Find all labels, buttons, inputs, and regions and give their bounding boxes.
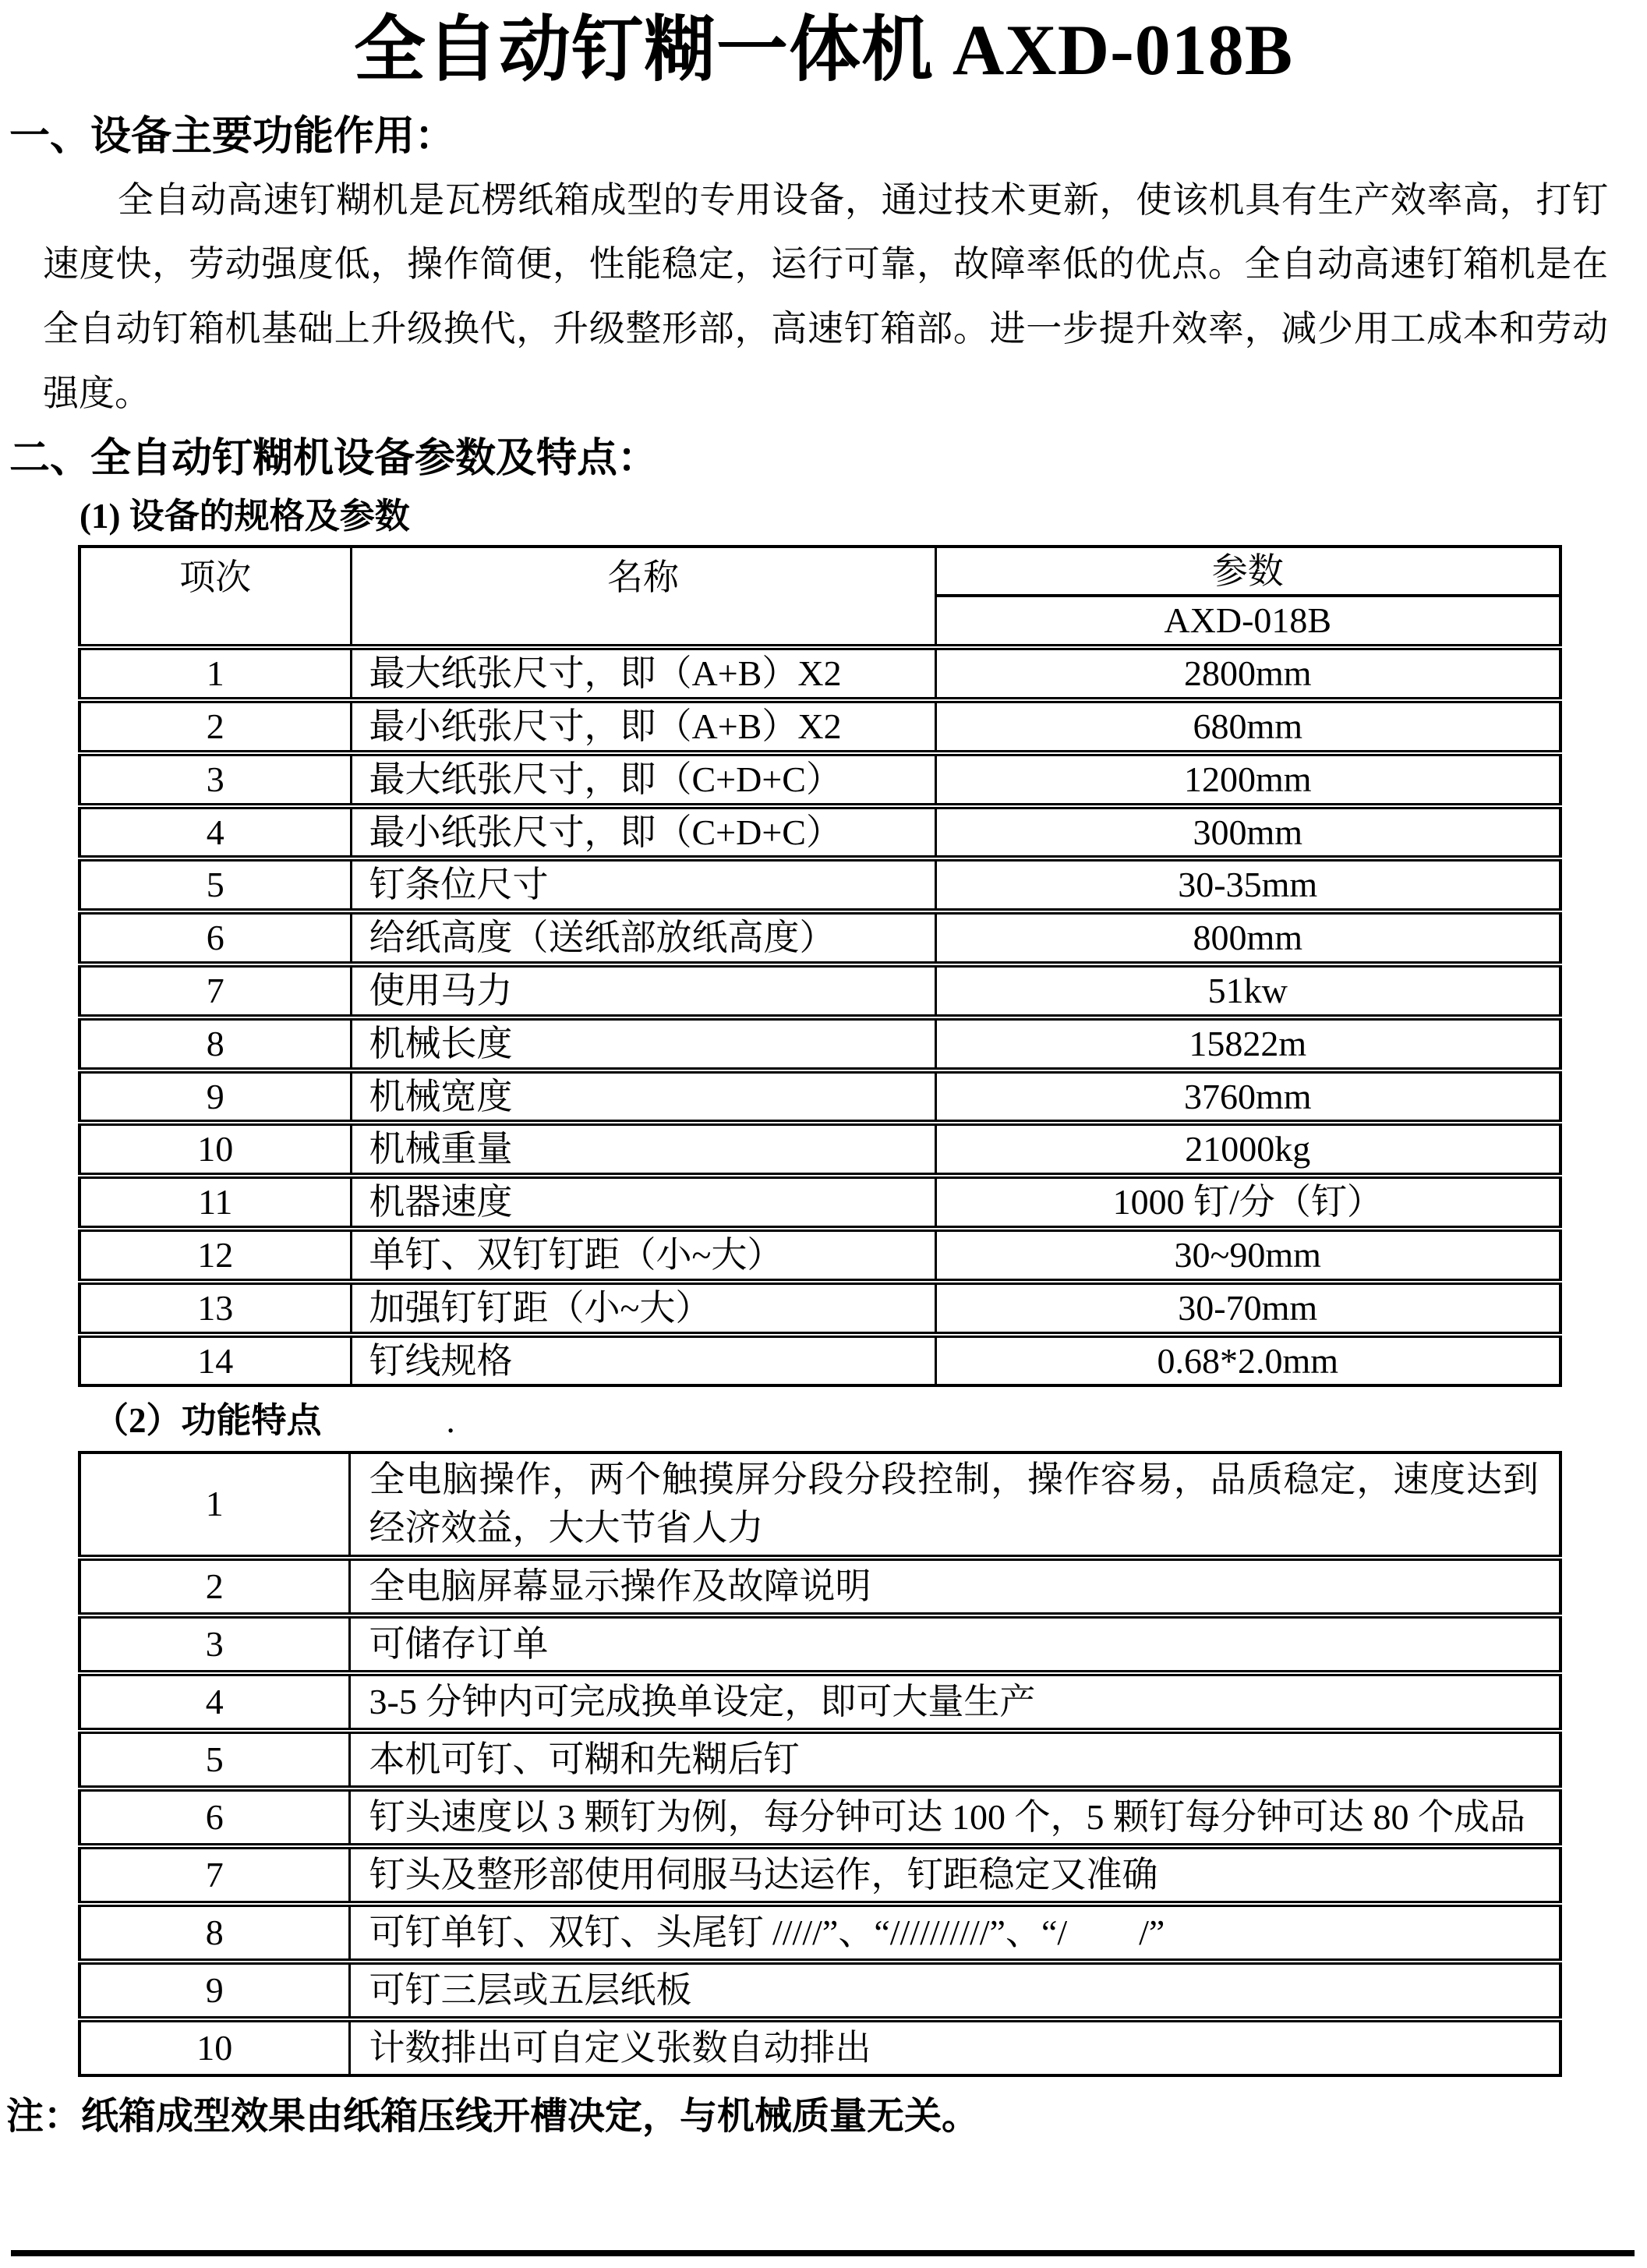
feature-subheading-text: （2）功能特点 bbox=[94, 1401, 322, 1441]
spec-table-row bbox=[80, 1123, 1560, 1176]
spec-row-name: 机器速度 bbox=[351, 1176, 935, 1229]
spec-row-value: 1200mm bbox=[935, 753, 1560, 806]
spec-table-row bbox=[80, 700, 1560, 753]
spec-table-row bbox=[80, 1070, 1560, 1123]
spec-col-header-name: 名称 bbox=[351, 547, 935, 648]
feature-table-row bbox=[80, 1789, 1560, 1846]
spec-row-value: 30~90mm bbox=[935, 1229, 1560, 1282]
feature-row-description: 3-5 分钟内可完成换单设定，即可大量生产 bbox=[349, 1673, 1560, 1731]
spec-row-number: 11 bbox=[80, 1176, 351, 1229]
feature-table-row bbox=[80, 2019, 1560, 2075]
section1-heading: 一、设备主要功能作用： bbox=[9, 114, 456, 159]
spec-row-value: 800mm bbox=[935, 911, 1560, 964]
spec-row-value: 21000kg bbox=[935, 1123, 1560, 1176]
spec-row-value: 30-35mm bbox=[935, 858, 1560, 911]
feature-row-description: 钉头及整形部使用伺服马达运作，钉距稳定又准确 bbox=[349, 1846, 1560, 1904]
page-title: 全自动钉糊一体机 AXD-018B bbox=[353, 10, 1294, 90]
section1-paragraph: 全自动高速钉糊机是瓦楞纸箱成型的专用设备，通过技术更新，使该机具有生产效率高，打钉速度快，劳动强度低，操作简便，性能稳定，运行可靠，故障率低的优点。全自动高速钉箱机是在全自动钉箱机基础上升级换代，升级整形部，高速钉箱部。进一步提升效率，减少用工成本和劳动强度。 bbox=[43, 179, 1608, 413]
spec-col-header-item: 项次 bbox=[80, 547, 351, 648]
spec-header-row bbox=[80, 547, 1560, 596]
feature-row-number: 3 bbox=[80, 1615, 349, 1673]
spec-row-name: 最大纸张尺寸，即（C+D+C） bbox=[351, 753, 935, 806]
spec-table-row bbox=[80, 753, 1560, 806]
feature-table bbox=[78, 1451, 1562, 2077]
spec-row-number: 4 bbox=[80, 806, 351, 859]
spec-row-number: 13 bbox=[80, 1282, 351, 1335]
spec-row-number: 10 bbox=[80, 1123, 351, 1176]
spec-row-name: 钉线规格 bbox=[351, 1335, 935, 1386]
spec-col-header-param: 参数 bbox=[935, 547, 1560, 596]
feature-table-row bbox=[80, 1731, 1560, 1789]
spec-row-number: 1 bbox=[80, 647, 351, 700]
spec-row-number: 14 bbox=[80, 1335, 351, 1386]
feature-table-subheading bbox=[94, 1399, 1647, 1442]
spec-row-name: 加强钉钉距（小~大） bbox=[351, 1282, 935, 1335]
feature-row-description: 钉头速度以 3 颗钉为例，每分钟可达 100 个，5 颗钉每分钟可达 80 个成品 bbox=[349, 1789, 1560, 1846]
spec-row-name: 最小纸张尺寸，即（A+B）X2 bbox=[351, 700, 935, 753]
feature-row-description: 计数排出可自定义张数自动排出 bbox=[349, 2019, 1560, 2075]
footnote: 注：纸箱成型效果由纸箱压线开槽决定，与机械质量无关。 bbox=[6, 2096, 980, 2138]
spec-table-row bbox=[80, 964, 1560, 1017]
feature-table-row bbox=[80, 1962, 1560, 2019]
spec-row-name: 机械宽度 bbox=[351, 1070, 935, 1123]
spec-table-subheading: (1) 设备的规格及参数 bbox=[80, 496, 410, 536]
spec-table bbox=[78, 545, 1562, 1388]
footer-divider bbox=[11, 2250, 1635, 2256]
spec-table-row bbox=[80, 1282, 1560, 1335]
spec-row-value: 3760mm bbox=[935, 1070, 1560, 1123]
spec-row-number: 8 bbox=[80, 1017, 351, 1070]
spec-row-name: 使用马力 bbox=[351, 964, 935, 1017]
spec-row-value: 680mm bbox=[935, 700, 1560, 753]
feature-table-row bbox=[80, 1615, 1560, 1673]
spec-row-name: 钉条位尺寸 bbox=[351, 858, 935, 911]
feature-row-number: 5 bbox=[80, 1731, 349, 1789]
spec-row-number: 3 bbox=[80, 753, 351, 806]
feature-row-number: 9 bbox=[80, 1962, 349, 2019]
feature-table-row bbox=[80, 1846, 1560, 1904]
feature-table-row bbox=[80, 1673, 1560, 1731]
feature-row-number: 10 bbox=[80, 2019, 349, 2075]
feature-row-description: 全电脑屏幕显示操作及故障说明 bbox=[349, 1558, 1560, 1615]
spec-model-value: AXD-018B bbox=[935, 596, 1560, 647]
spec-row-value: 300mm bbox=[935, 806, 1560, 859]
spec-table-row bbox=[80, 647, 1560, 700]
feature-row-description: 全电脑操作，两个触摸屏分段分段控制，操作容易，品质稳定，速度达到经济效益，大大节省人力 bbox=[349, 1452, 1560, 1557]
feature-table-body bbox=[80, 1452, 1560, 2075]
spec-row-name: 最大纸张尺寸，即（A+B）X2 bbox=[351, 647, 935, 700]
spec-row-value: 0.68*2.0mm bbox=[935, 1335, 1560, 1386]
spec-row-value: 1000 钉/分（钉） bbox=[935, 1176, 1560, 1229]
feature-table-row bbox=[80, 1558, 1560, 1615]
spec-row-number: 5 bbox=[80, 858, 351, 911]
feature-row-description: 可钉单钉、双钉、头尾钉 /////”、“//////////”、“/ /” bbox=[349, 1904, 1560, 1962]
spec-row-value: 15822m bbox=[935, 1017, 1560, 1070]
spec-table-row bbox=[80, 806, 1560, 859]
spec-row-value: 30-70mm bbox=[935, 1282, 1560, 1335]
spec-row-number: 7 bbox=[80, 964, 351, 1017]
feature-row-number: 4 bbox=[80, 1673, 349, 1731]
spec-row-number: 2 bbox=[80, 700, 351, 753]
spec-table-body bbox=[80, 547, 1560, 1386]
feature-table-row bbox=[80, 1904, 1560, 1962]
spec-table-row bbox=[80, 1017, 1560, 1070]
spec-row-name: 机械长度 bbox=[351, 1017, 935, 1070]
spec-row-number: 6 bbox=[80, 911, 351, 964]
feature-row-number: 2 bbox=[80, 1558, 349, 1615]
spec-row-number: 12 bbox=[80, 1229, 351, 1282]
feature-row-description: 本机可钉、可糊和先糊后钉 bbox=[349, 1731, 1560, 1789]
spec-row-number: 9 bbox=[80, 1070, 351, 1123]
spec-row-name: 最小纸张尺寸，即（C+D+C） bbox=[351, 806, 935, 859]
spec-table-row bbox=[80, 1229, 1560, 1282]
spec-table-row bbox=[80, 1335, 1560, 1386]
feature-subheading-dot: . bbox=[446, 1401, 455, 1441]
feature-table-row bbox=[80, 1452, 1560, 1557]
feature-row-description: 可钉三层或五层纸板 bbox=[349, 1962, 1560, 2019]
spec-row-name: 机械重量 bbox=[351, 1123, 935, 1176]
spec-table-row bbox=[80, 1176, 1560, 1229]
spec-table-row bbox=[80, 911, 1560, 964]
feature-row-number: 7 bbox=[80, 1846, 349, 1904]
feature-row-number: 6 bbox=[80, 1789, 349, 1846]
spec-row-value: 51kw bbox=[935, 964, 1560, 1017]
spec-row-value: 2800mm bbox=[935, 647, 1560, 700]
feature-row-number: 8 bbox=[80, 1904, 349, 1962]
feature-row-description: 可储存订单 bbox=[349, 1615, 1560, 1673]
spec-row-name: 给纸高度（送纸部放纸高度） bbox=[351, 911, 935, 964]
spec-row-name: 单钉、双钉钉距（小~大） bbox=[351, 1229, 935, 1282]
spec-table-row bbox=[80, 858, 1560, 911]
section2-heading: 二、全自动钉糊机设备参数及特点： bbox=[9, 436, 659, 481]
feature-row-number: 1 bbox=[80, 1452, 349, 1557]
